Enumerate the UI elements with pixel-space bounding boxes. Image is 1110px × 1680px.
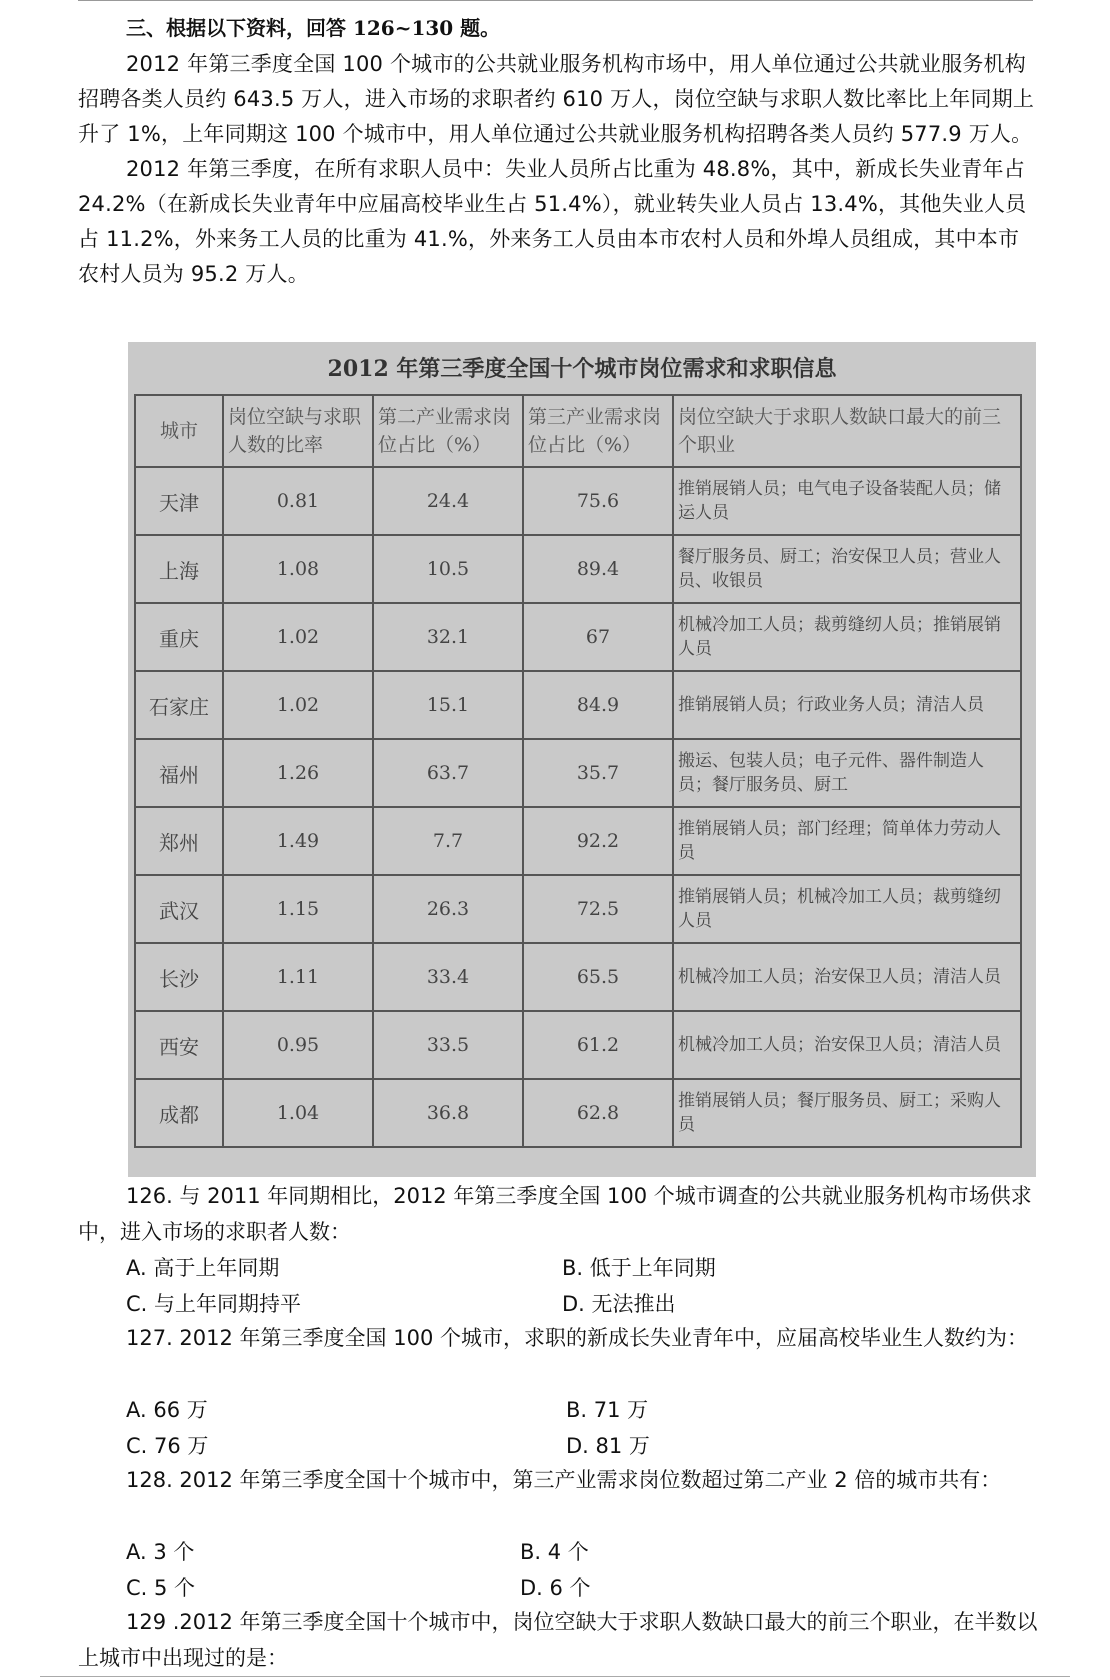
table-row bbox=[135, 807, 1021, 875]
question-126 bbox=[78, 1178, 1038, 1250]
second-cell: 26.3 bbox=[373, 875, 523, 943]
header-third: 第三产业需求岗位占比（%） bbox=[523, 395, 673, 467]
option-c: C. 5 个 bbox=[126, 1576, 196, 1600]
ratio-cell: 1.11 bbox=[223, 943, 373, 1011]
second-cell: 36.8 bbox=[373, 1079, 523, 1147]
header-ratio: 岗位空缺与求职人数的比率 bbox=[223, 395, 373, 467]
header-second: 第二产业需求岗位占比（%） bbox=[373, 395, 523, 467]
city-cell: 福州 bbox=[135, 739, 223, 807]
jobs-cell: 机械冷加工人员；治安保卫人员；清洁人员 bbox=[673, 943, 1021, 1011]
table-title: 2012 年第三季度全国十个城市岗位需求和求职信息 bbox=[327, 356, 837, 382]
third-cell: 89.4 bbox=[523, 535, 673, 603]
jobs-cell: 推销展销人员；电气电子设备装配人员；储运人员 bbox=[673, 467, 1021, 535]
jobs-cell: 推销展销人员；餐厅服务员、厨工；采购人员 bbox=[673, 1079, 1021, 1147]
question-127 bbox=[78, 1320, 1038, 1356]
table-row bbox=[135, 671, 1021, 739]
second-cell: 7.7 bbox=[373, 807, 523, 875]
table-row bbox=[135, 875, 1021, 943]
city-cell: 成都 bbox=[135, 1079, 223, 1147]
ratio-cell: 1.04 bbox=[223, 1079, 373, 1147]
ratio-cell: 1.49 bbox=[223, 807, 373, 875]
third-cell: 62.8 bbox=[523, 1079, 673, 1147]
ratio-cell: 1.02 bbox=[223, 671, 373, 739]
page-content bbox=[78, 6, 1038, 292]
jobs-cell: 推销展销人员；机械冷加工人员；裁剪缝纫人员 bbox=[673, 875, 1021, 943]
jobs-cell: 机械冷加工人员；治安保卫人员；清洁人员 bbox=[673, 1011, 1021, 1079]
table-row bbox=[135, 535, 1021, 603]
option-d: D. 6 个 bbox=[520, 1576, 591, 1600]
table-row bbox=[135, 467, 1021, 535]
city-cell: 天津 bbox=[135, 467, 223, 535]
table-row bbox=[135, 739, 1021, 807]
city-cell: 上海 bbox=[135, 535, 223, 603]
third-cell: 67 bbox=[523, 603, 673, 671]
ratio-cell: 1.26 bbox=[223, 739, 373, 807]
ratio-cell: 0.95 bbox=[223, 1011, 373, 1079]
paragraph-2: 2012 年第三季度，在所有求职人员中：失业人员所占比重为 48.8%，其中，新成长失业青年占 24.2%（在新成长失业青年中应届高校毕业生占 51.4%），就业转失业人员占 13.4%，其他失业人员占 11.2%，外来务工人员的比重为 41.%，外来务工人员由本市农村人员和外埠人员组成，其中本市农村人员为 95.2 万人。 bbox=[78, 157, 1027, 286]
option-d: D. 81 万 bbox=[566, 1434, 650, 1458]
data-table bbox=[134, 394, 1022, 1148]
option-b: B. 4 个 bbox=[520, 1540, 589, 1564]
option-b: B. 71 万 bbox=[566, 1398, 649, 1422]
second-cell: 24.4 bbox=[373, 467, 523, 535]
ratio-cell: 1.02 bbox=[223, 603, 373, 671]
option-a: A. 3 个 bbox=[126, 1540, 195, 1564]
paragraph-1: 2012 年第三季度全国 100 个城市的公共就业服务机构市场中，用人单位通过公共就业服务机构招聘各类人员约 643.5 万人，进入市场的求职者约 610 万人，岗位空缺与求职人数比率比上年同期上升了 1%，上年同期这 100 个城市中，用人单位通过公共就业服务机构招聘各类人员约 577.9 万人。 bbox=[78, 52, 1035, 146]
jobs-cell: 餐厅服务员、厨工；治安保卫人员；营业人员、收银员 bbox=[673, 535, 1021, 603]
bottom-rule bbox=[40, 1676, 1070, 1677]
option-c: C. 76 万 bbox=[126, 1434, 209, 1458]
option-b: B. 低于上年同期 bbox=[562, 1256, 716, 1280]
third-cell: 72.5 bbox=[523, 875, 673, 943]
third-cell: 65.5 bbox=[523, 943, 673, 1011]
ratio-cell: 0.81 bbox=[223, 467, 373, 535]
option-d: D. 无法推出 bbox=[562, 1292, 676, 1316]
option-a: A. 高于上年同期 bbox=[126, 1256, 280, 1280]
second-cell: 33.4 bbox=[373, 943, 523, 1011]
top-rule bbox=[78, 0, 1033, 1]
option-a: A. 66 万 bbox=[126, 1398, 208, 1422]
city-cell: 西安 bbox=[135, 1011, 223, 1079]
jobs-cell: 推销展销人员；部门经理；简单体力劳动人员 bbox=[673, 807, 1021, 875]
city-cell: 长沙 bbox=[135, 943, 223, 1011]
second-cell: 10.5 bbox=[373, 535, 523, 603]
question-129 bbox=[78, 1604, 1038, 1676]
table-row bbox=[135, 1011, 1021, 1079]
header-city: 城市 bbox=[135, 395, 223, 467]
question-stem: 127. 2012 年第三季度全国 100 个城市，求职的新成长失业青年中，应届高校毕业生人数约为： bbox=[126, 1326, 1028, 1350]
table-row bbox=[135, 603, 1021, 671]
jobs-cell: 机械冷加工人员；裁剪缝纫人员；推销展销人员 bbox=[673, 603, 1021, 671]
second-cell: 32.1 bbox=[373, 603, 523, 671]
question-stem: 129 .2012 年第三季度全国十个城市中，岗位空缺大于求职人数缺口最大的前三个职业，在半数以上城市中出现过的是： bbox=[78, 1610, 1038, 1670]
third-cell: 92.2 bbox=[523, 807, 673, 875]
question-stem: 126. 与 2011 年同期相比，2012 年第三季度全国 100 个城市调查的公共就业服务机构市场供求中，进入市场的求职者人数： bbox=[78, 1184, 1032, 1244]
second-cell: 15.1 bbox=[373, 671, 523, 739]
table-row bbox=[135, 943, 1021, 1011]
jobs-cell: 推销展销人员；行政业务人员；清洁人员 bbox=[673, 671, 1021, 739]
question-128 bbox=[78, 1462, 1038, 1498]
third-cell: 61.2 bbox=[523, 1011, 673, 1079]
second-cell: 33.5 bbox=[373, 1011, 523, 1079]
city-cell: 武汉 bbox=[135, 875, 223, 943]
third-cell: 75.6 bbox=[523, 467, 673, 535]
section-heading: 三、根据以下资料，回答 126~130 题。 bbox=[126, 16, 501, 40]
second-cell: 63.7 bbox=[373, 739, 523, 807]
ratio-cell: 1.15 bbox=[223, 875, 373, 943]
header-jobs: 岗位空缺大于求职人数缺口最大的前三个职业 bbox=[673, 395, 1021, 467]
city-cell: 石家庄 bbox=[135, 671, 223, 739]
third-cell: 84.9 bbox=[523, 671, 673, 739]
ratio-cell: 1.08 bbox=[223, 535, 373, 603]
city-cell: 重庆 bbox=[135, 603, 223, 671]
option-c: C. 与上年同期持平 bbox=[126, 1292, 302, 1316]
question-stem: 128. 2012 年第三季度全国十个城市中，第三产业需求岗位数超过第二产业 2 倍的城市共有： bbox=[126, 1468, 1002, 1492]
third-cell: 35.7 bbox=[523, 739, 673, 807]
table-header-row bbox=[135, 395, 1021, 467]
table-row bbox=[135, 1079, 1021, 1147]
jobs-cell: 搬运、包装人员；电子元件、器件制造人员；餐厅服务员、厨工 bbox=[673, 739, 1021, 807]
city-cell: 郑州 bbox=[135, 807, 223, 875]
table-photo bbox=[128, 342, 1036, 1177]
